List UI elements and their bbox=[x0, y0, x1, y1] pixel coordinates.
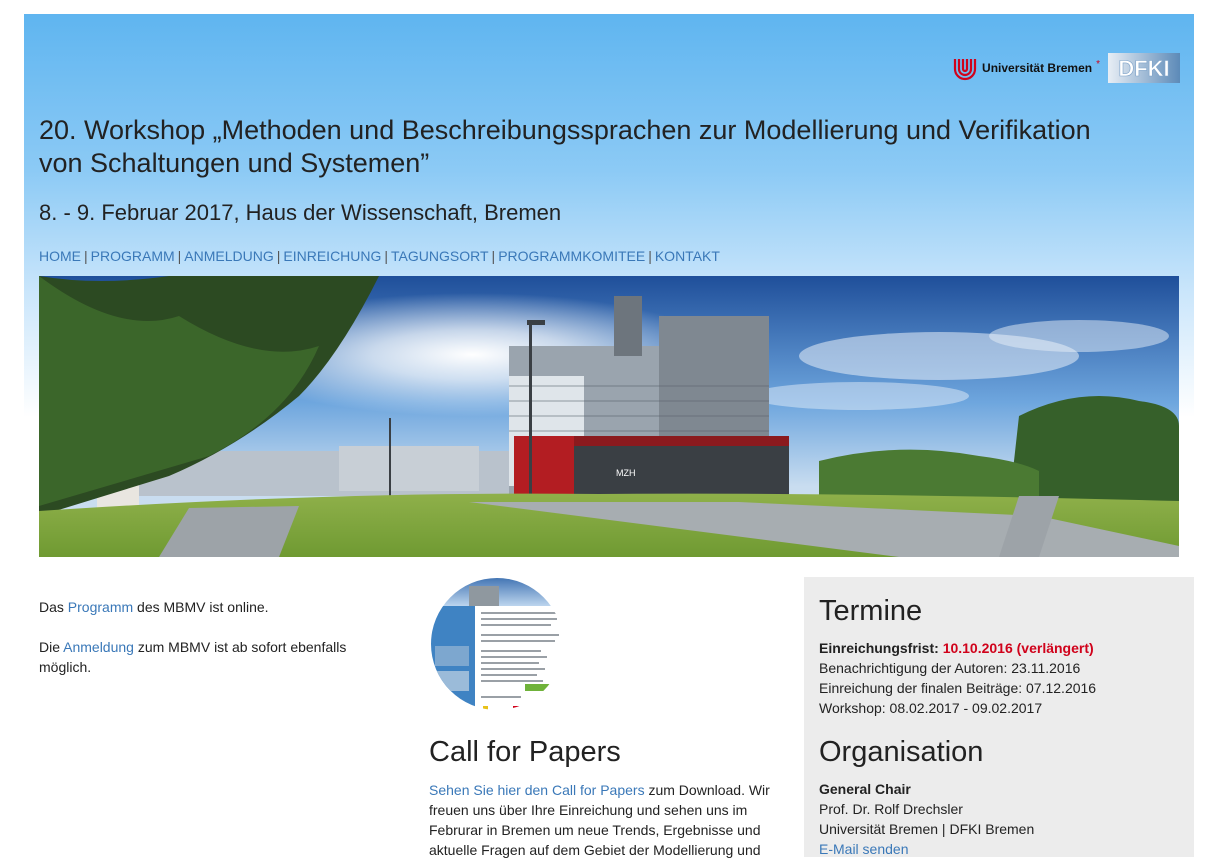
nav-separator: | bbox=[84, 248, 88, 264]
partner-logos bbox=[952, 52, 1180, 84]
cfp-description: Sehen Sie hier den Call for Papers zum Download. Wir freuen uns über Ihre Einreichung und sehen uns im Februrar in Bremen um neue Trends, Ergebnisse und aktuelle Fragen auf dem Gebiet der Modellierung und bbox=[429, 782, 770, 858]
nav-kontakt[interactable]: KONTAKT bbox=[654, 248, 720, 264]
nav-anmeldung[interactable]: ANMELDUNG bbox=[184, 248, 274, 264]
chair-name: Prof. Dr. Rolf Drechsler bbox=[819, 801, 963, 817]
uni-bremen-mark-icon bbox=[952, 55, 978, 81]
organisation-heading: Organisation bbox=[819, 736, 984, 768]
email-link[interactable]: E-Mail senden bbox=[819, 841, 909, 857]
news-column bbox=[39, 597, 369, 697]
nav-einreichung[interactable]: EINREICHUNG bbox=[283, 248, 382, 264]
info-sidebar bbox=[804, 577, 1194, 857]
news-program-online: Das Programm des MBMV ist online. bbox=[39, 599, 269, 615]
event-date-location: 8. - 9. Februar 2017, Haus der Wissenschaft, Bremen bbox=[39, 200, 562, 225]
general-chair-label: General Chair bbox=[819, 781, 911, 797]
dfki-logo[interactable] bbox=[1108, 53, 1180, 83]
cfp-heading: Call for Papers bbox=[429, 736, 621, 768]
banner-building-sign: MZH bbox=[616, 468, 636, 478]
chair-email-line bbox=[819, 839, 1179, 859]
nav-separator: | bbox=[177, 248, 182, 264]
uni-bremen-star: * bbox=[1096, 58, 1100, 70]
final-submission-date: Einreichung der finalen Beiträge: 07.12.2016 bbox=[819, 680, 1097, 696]
nav-home[interactable]: HOME bbox=[39, 248, 81, 264]
deadline-line: Einreichungsfrist: 10.10.2016 (verlängert) bbox=[819, 640, 1094, 656]
cfp-download-link[interactable]: Sehen Sie hier den Call for Papers bbox=[429, 782, 645, 798]
notification-date: Benachrichtigung der Autoren: 23.11.2016 bbox=[819, 660, 1081, 676]
registration-link[interactable]: Anmeldung bbox=[63, 639, 134, 655]
termine-heading: Termine bbox=[819, 595, 923, 627]
nav-programm[interactable]: PROGRAMM bbox=[90, 248, 175, 264]
nav-separator: | bbox=[491, 248, 496, 264]
campus-panorama-banner bbox=[39, 276, 1179, 557]
nav-separator: | bbox=[384, 248, 389, 264]
nav-separator: | bbox=[648, 248, 652, 264]
main-nav bbox=[39, 248, 720, 264]
workshop-date: Workshop: 08.02.2017 - 09.02.2017 bbox=[819, 700, 1043, 716]
deadline-date: 10.10.2016 (verlängert) bbox=[942, 640, 1094, 656]
page bbox=[24, 14, 1194, 857]
header bbox=[24, 14, 1194, 574]
page-title: 20. Workshop „Methoden und Beschreibungssprachen zur Modellierung und Verifikation von Schaltungen und Systemen” bbox=[39, 115, 1091, 178]
program-link[interactable]: Programm bbox=[67, 599, 134, 615]
uni-bremen-logo[interactable] bbox=[952, 55, 1100, 81]
dfki-logo-text: DFKI bbox=[1118, 56, 1170, 81]
chair-affiliation: Universität Bremen | DFKI Bremen bbox=[819, 821, 1035, 837]
nav-separator: | bbox=[276, 248, 281, 264]
cfp-flyer-thumbnail[interactable] bbox=[429, 576, 565, 716]
uni-bremen-wordmark: Universität Bremen bbox=[982, 61, 1093, 75]
nav-programmkomitee[interactable]: PROGRAMMKOMITEE bbox=[498, 248, 646, 264]
news-registration-open: Die Anmeldung zum MBMV ist ab sofort ebenfalls möglich. bbox=[39, 639, 347, 675]
nav-tagungsort[interactable]: TAGUNGSORT bbox=[391, 248, 489, 264]
